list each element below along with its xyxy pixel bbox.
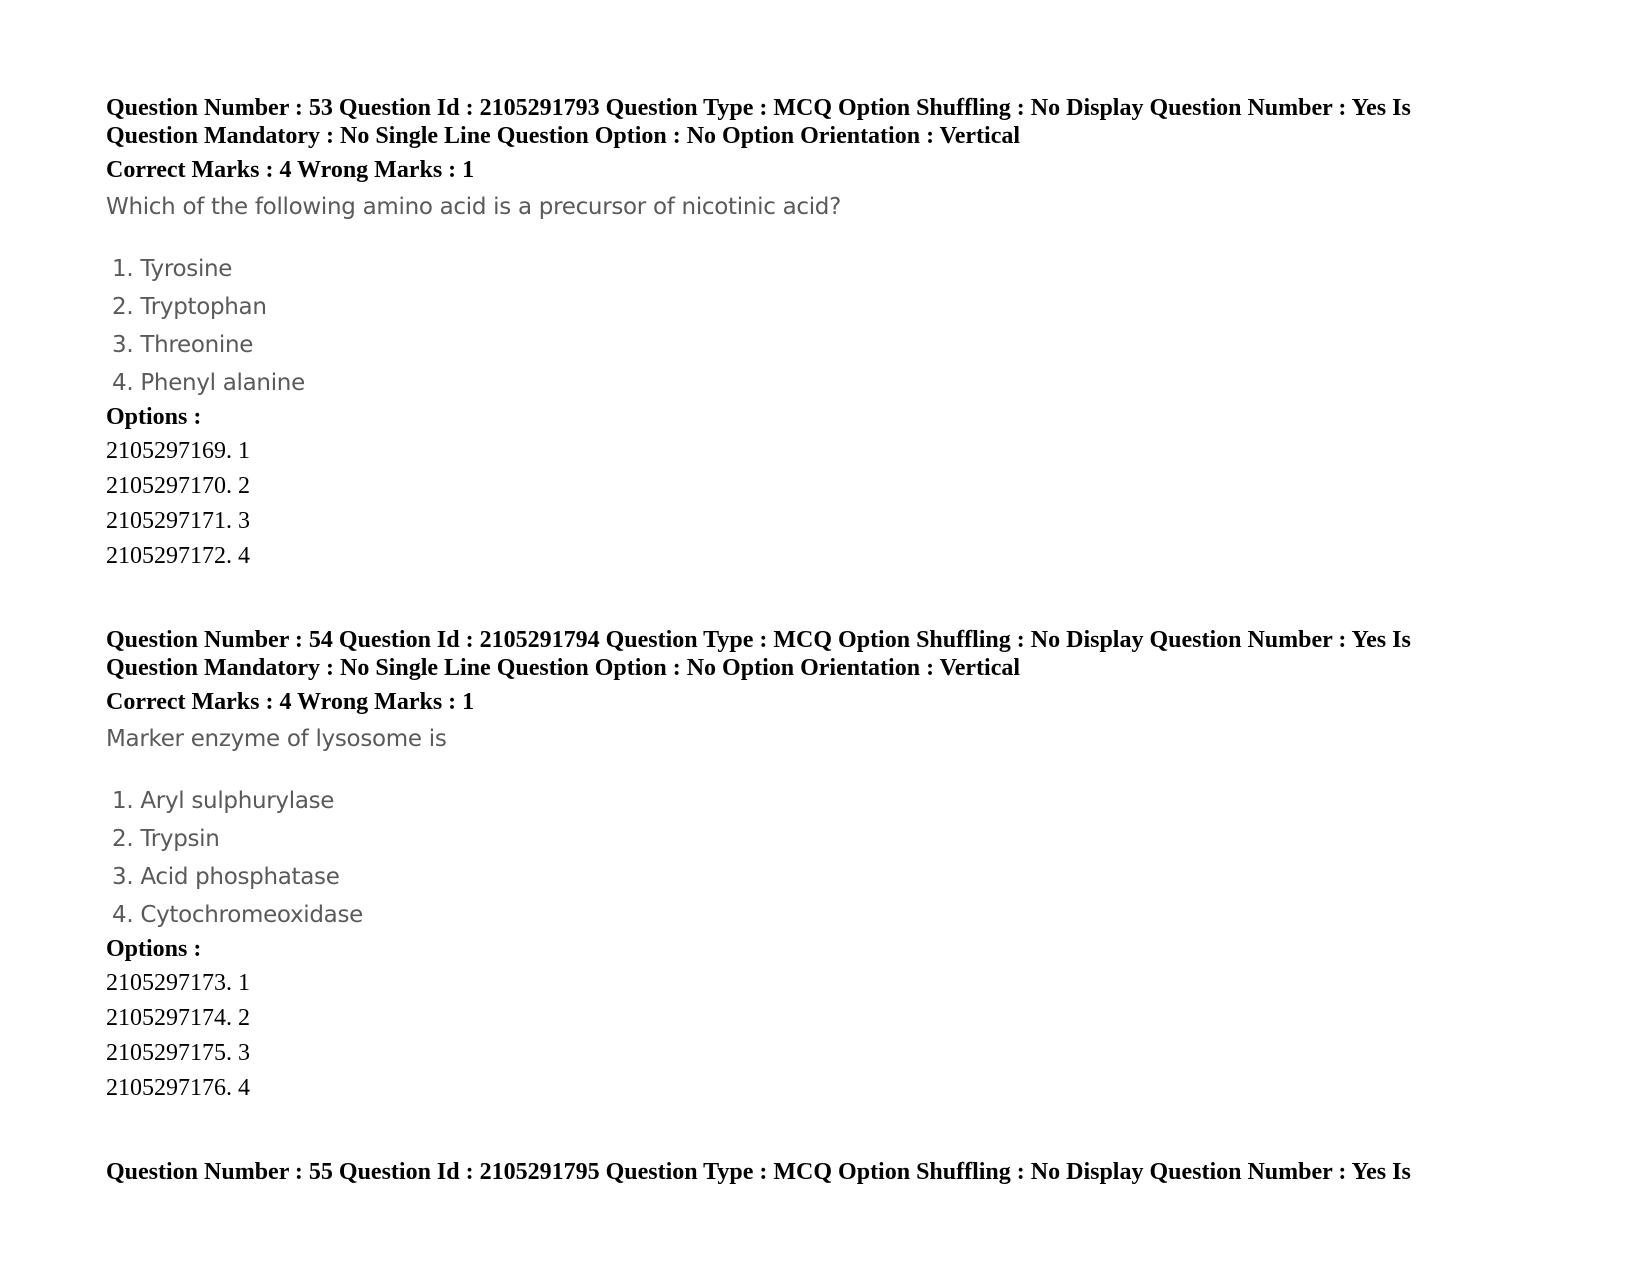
option-id: 2105297169. 1 <box>106 438 250 464</box>
answer-choice: 4. Phenyl alanine <box>112 370 305 396</box>
question-stem: Which of the following amino acid is a precursor of nicotinic acid? <box>106 194 842 220</box>
question-meta-line-2: Question Mandatory : No Single Line Question Option : No Option Orientation : Vertical <box>106 123 1021 149</box>
question-meta-line-1: Question Number : 54 Question Id : 2105291794 Question Type : MCQ Option Shuffling : No Display Question Number : Yes Is <box>106 627 1411 653</box>
answer-choice: 2. Tryptophan <box>112 294 267 320</box>
question-meta <box>106 1158 1566 1186</box>
answer-choice: 1. Tyrosine <box>112 256 233 282</box>
question-55 <box>106 1158 1566 1186</box>
option-id: 2105297172. 4 <box>106 543 250 569</box>
option-id: 2105297170. 2 <box>106 473 250 499</box>
question-stem: Marker enzyme of lysosome is <box>106 726 447 752</box>
options-heading: Options : <box>106 936 202 962</box>
option-id: 2105297175. 3 <box>106 1040 250 1066</box>
option-id-list <box>106 966 1566 1106</box>
option-id: 2105297176. 4 <box>106 1075 250 1101</box>
question-meta <box>106 94 1566 150</box>
option-id-list <box>106 434 1566 574</box>
question-54 <box>106 626 1566 1106</box>
question-marks: Correct Marks : 4 Wrong Marks : 1 <box>106 689 475 715</box>
question-meta-line-1: Question Number : 55 Question Id : 2105291795 Question Type : MCQ Option Shuffling : No Display Question Number : Yes Is <box>106 1159 1411 1185</box>
option-id: 2105297174. 2 <box>106 1005 250 1031</box>
answer-choice: 4. Cytochromeoxidase <box>112 902 364 928</box>
option-id: 2105297173. 1 <box>106 970 250 996</box>
answer-choices <box>112 782 1566 934</box>
answer-choice: 1. Aryl sulphurylase <box>112 788 335 814</box>
question-53 <box>106 94 1566 574</box>
question-meta-line-1: Question Number : 53 Question Id : 2105291793 Question Type : MCQ Option Shuffling : No Display Question Number : Yes Is <box>106 95 1411 121</box>
document-page <box>106 94 1566 1238</box>
answer-choice: 3. Acid phosphatase <box>112 864 340 890</box>
answer-choices <box>112 250 1566 402</box>
question-marks: Correct Marks : 4 Wrong Marks : 1 <box>106 157 475 183</box>
options-heading: Options : <box>106 404 202 430</box>
option-id: 2105297171. 3 <box>106 508 250 534</box>
question-meta-line-2: Question Mandatory : No Single Line Question Option : No Option Orientation : Vertical <box>106 655 1021 681</box>
answer-choice: 2. Trypsin <box>112 826 220 852</box>
question-meta <box>106 626 1566 682</box>
answer-choice: 3. Threonine <box>112 332 254 358</box>
